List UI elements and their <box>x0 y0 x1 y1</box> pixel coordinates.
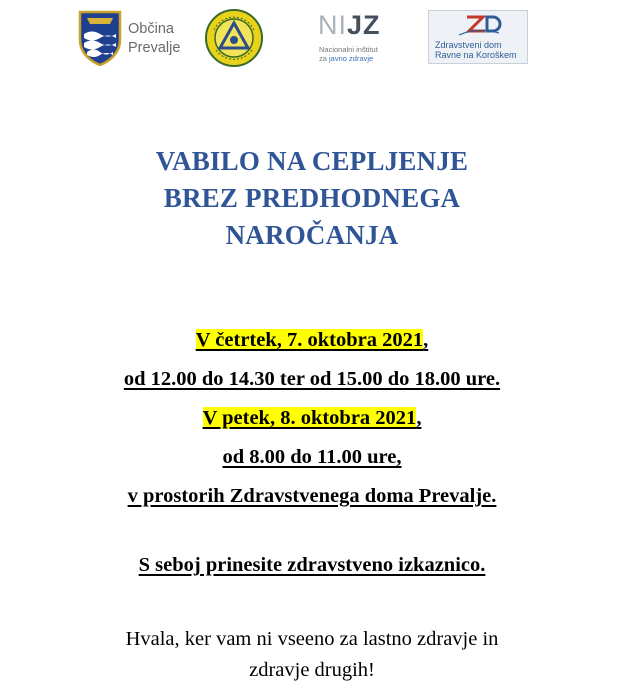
schedule-place <box>0 483 624 509</box>
schedule-time2 <box>0 444 624 470</box>
title-line-3: NAROČANJA <box>225 220 399 250</box>
nijz-sub1: Nacionalni inštitut <box>319 45 378 54</box>
schedule-time1 <box>0 366 624 392</box>
nijz-jz: JZ <box>347 10 381 40</box>
zd-ravne-logo <box>428 10 528 64</box>
day1-comma: , <box>423 329 429 351</box>
nijz-sub2a: za <box>319 54 330 63</box>
reminder <box>0 552 624 578</box>
coat-of-arms-icon <box>78 10 122 66</box>
day2-date: V petek, 8. oktobra 2021 <box>202 407 417 429</box>
civil-protection-emblem-icon <box>204 8 264 68</box>
reminder-text: S seboj prinesite zdravstveno izkaznico. <box>138 554 486 576</box>
day1-date: V četrtek, 7. oktobra 2021 <box>195 329 424 351</box>
time2-text: od 8.00 do 11.00 ure, <box>222 446 402 468</box>
schedule-day1 <box>0 327 624 353</box>
obcina-prevalje-logo <box>78 10 188 66</box>
day2-comma: , <box>416 407 422 429</box>
thanks-line-2: zdravje drugih! <box>249 659 375 681</box>
obcina-logo-text <box>128 20 180 58</box>
title-line-2: BREZ PREDHODNEGA <box>163 183 461 213</box>
page-title <box>0 143 624 254</box>
time1-text: od 12.00 do 14.30 ter od 15.00 do 18.00 ure. <box>123 368 501 390</box>
zd-emblem-icon <box>429 11 527 39</box>
zd-line1: Zdravstveni dom <box>435 40 502 50</box>
thanks-line-1: Hvala, ker vam ni vseeno za lastno zdravje in <box>125 628 499 650</box>
nijz-ni: NI <box>318 10 347 40</box>
zd-logo-text <box>435 40 517 60</box>
obcina-line2: Prevalje <box>128 40 181 56</box>
schedule-day2 <box>0 405 624 431</box>
obcina-line1: Občina <box>128 21 174 37</box>
place-text: v prostorih Zdravstvenega doma Prevalje. <box>127 485 497 507</box>
nijz-logo <box>314 10 394 70</box>
thanks-note <box>0 624 624 686</box>
nijz-sub2b: javno zdravje <box>329 54 374 63</box>
title-line-1: VABILO NA CEPLJENJE <box>155 146 469 176</box>
civil-protection-logo <box>204 8 264 68</box>
nijz-subtitle <box>319 45 378 63</box>
nijz-wordmark <box>318 10 381 40</box>
logo-strip <box>0 6 624 66</box>
zd-line2: Ravne na Koroškem <box>435 50 517 60</box>
